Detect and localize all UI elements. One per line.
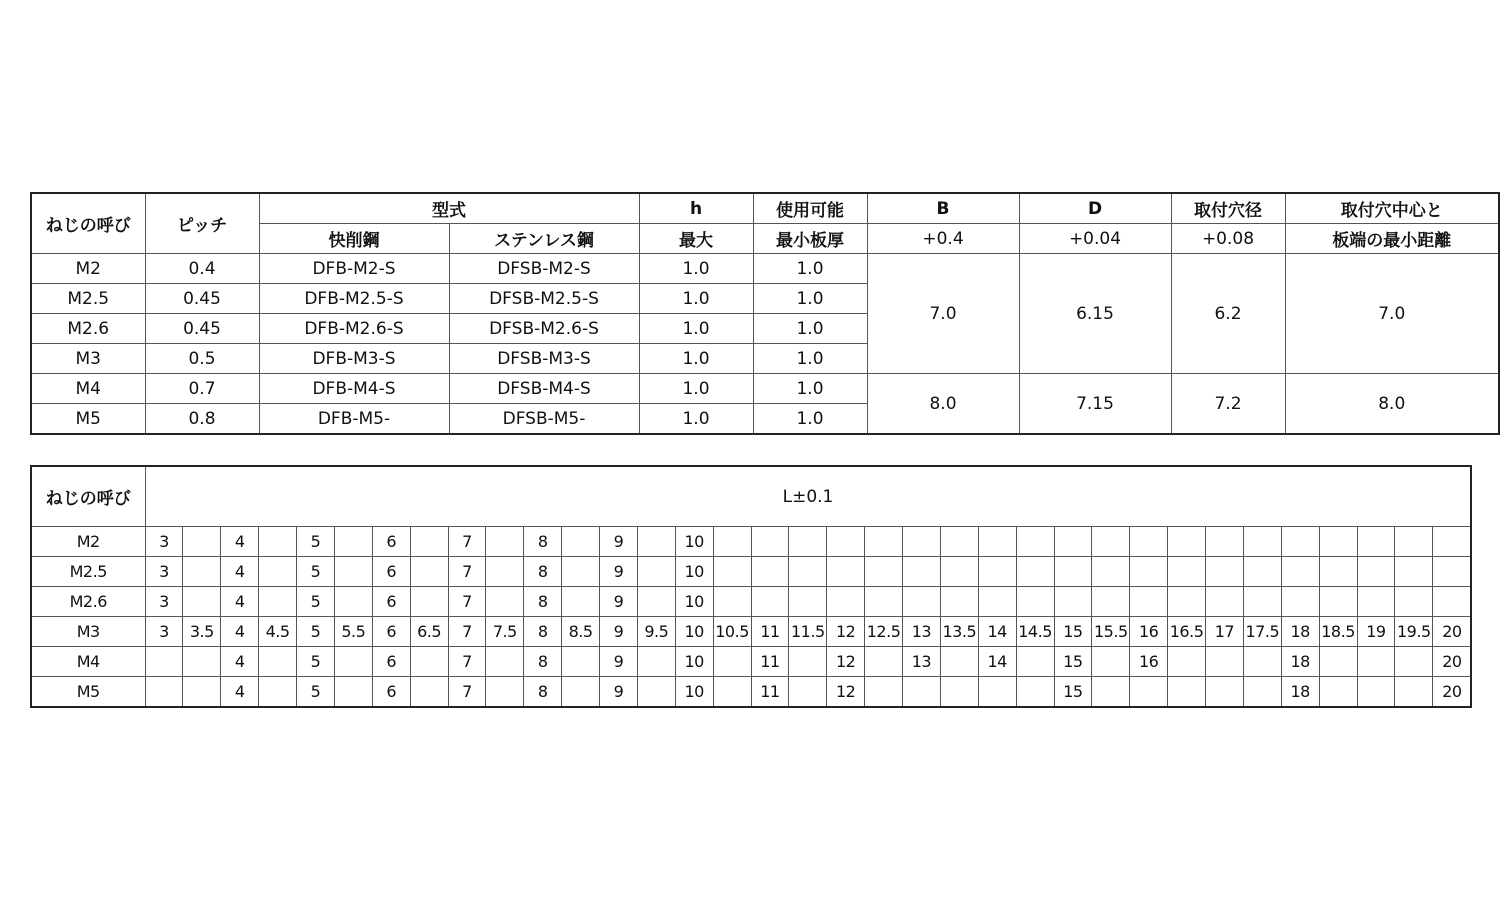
cell-length: [562, 587, 600, 617]
cell-length: [1319, 677, 1357, 708]
cell-stainless: DFSB-M4-S: [449, 374, 639, 404]
cell-length: [1395, 647, 1433, 677]
cell-hole: 6.2: [1171, 254, 1285, 374]
cell-length: [827, 587, 865, 617]
cell-length: 5: [297, 677, 335, 708]
cell-length: 9: [600, 557, 638, 587]
cell-length: [978, 587, 1016, 617]
cell-length: [410, 677, 448, 708]
cell-length: [751, 557, 789, 587]
cell-length: [713, 557, 751, 587]
table-row: [31, 374, 1499, 404]
cell-length: [1206, 527, 1244, 557]
cell-stainless: DFSB-M5-: [449, 404, 639, 435]
cell-pitch: 0.4: [145, 254, 259, 284]
cell-length: [1168, 647, 1206, 677]
cell-length: [940, 587, 978, 617]
cell-length: [259, 677, 297, 708]
cell-length: 7: [448, 617, 486, 647]
cell-length: [1395, 587, 1433, 617]
cell-length: 7: [448, 557, 486, 587]
header-thread: ねじの呼び: [31, 466, 145, 527]
cell-length: 3: [145, 557, 183, 587]
cell-length: [1168, 587, 1206, 617]
cell-length: [903, 677, 941, 708]
cell-length: [1092, 677, 1130, 708]
cell-length: [1206, 647, 1244, 677]
cell-length: 6: [372, 617, 410, 647]
cell-length: [789, 647, 827, 677]
cell-length: [1206, 677, 1244, 708]
cell-stainless: DFSB-M2.5-S: [449, 284, 639, 314]
header-model: 型式: [259, 193, 639, 224]
cell-length: [1054, 587, 1092, 617]
cell-length: [827, 527, 865, 557]
cell-length: [486, 647, 524, 677]
table-row: [31, 587, 1471, 617]
header-d-tol: +0.04: [1019, 224, 1171, 254]
cell-length: [1357, 677, 1395, 708]
cell-length: [751, 587, 789, 617]
cell-length: 19: [1357, 617, 1395, 647]
cell-length: [334, 647, 372, 677]
cell-length: 16: [1130, 617, 1168, 647]
cell-d: 6.15: [1019, 254, 1171, 374]
cell-length: 4: [221, 617, 259, 647]
cell-length: [713, 647, 751, 677]
cell-length: [1092, 647, 1130, 677]
cell-length: 3.5: [183, 617, 221, 647]
cell-length: [1206, 587, 1244, 617]
cell-length: [183, 587, 221, 617]
cell-length: [1243, 587, 1281, 617]
cell-length: [903, 587, 941, 617]
cell-thread: M3: [31, 617, 145, 647]
cell-length: 4: [221, 647, 259, 677]
cell-free: DFB-M2-S: [259, 254, 449, 284]
cell-length: [827, 557, 865, 587]
cell-length: 10: [675, 557, 713, 587]
cell-length: [183, 677, 221, 708]
cell-length: 7: [448, 587, 486, 617]
cell-length: 11: [751, 677, 789, 708]
cell-length: [562, 677, 600, 708]
cell-length: 4: [221, 677, 259, 708]
cell-length: [410, 557, 448, 587]
cell-length: 17: [1206, 617, 1244, 647]
cell-length: [334, 527, 372, 557]
cell-edge: 7.0: [1285, 254, 1499, 374]
cell-length: [1357, 527, 1395, 557]
cell-length: [789, 527, 827, 557]
cell-length: 8: [524, 647, 562, 677]
cell-length: [334, 587, 372, 617]
cell-length: 10: [675, 647, 713, 677]
cell-length: [940, 527, 978, 557]
cell-length: [1243, 527, 1281, 557]
cell-length: [1243, 647, 1281, 677]
header-edge: 取付穴中心と: [1285, 193, 1499, 224]
header-stainless: ステンレス鋼: [449, 224, 639, 254]
cell-length: [789, 587, 827, 617]
cell-plate: 1.0: [753, 404, 867, 435]
cell-thread: M3: [31, 344, 145, 374]
cell-length: 5: [297, 647, 335, 677]
cell-length: 16.5: [1168, 617, 1206, 647]
cell-length: 8: [524, 617, 562, 647]
cell-thread: M2.5: [31, 284, 145, 314]
cell-free: DFB-M3-S: [259, 344, 449, 374]
cell-length: [183, 527, 221, 557]
cell-length: 14: [978, 647, 1016, 677]
cell-length: 8: [524, 587, 562, 617]
cell-h: 1.0: [639, 284, 753, 314]
cell-length: [903, 527, 941, 557]
header-edge-2: 板端の最小距離: [1285, 224, 1499, 254]
cell-length: [1243, 557, 1281, 587]
cell-length: [486, 557, 524, 587]
cell-length: [1433, 557, 1471, 587]
cell-length: [1319, 587, 1357, 617]
cell-length: [1092, 587, 1130, 617]
cell-length: [410, 587, 448, 617]
cell-length: 12: [827, 677, 865, 708]
cell-d: 7.15: [1019, 374, 1171, 435]
cell-length: [145, 677, 183, 708]
cell-length: 10: [675, 587, 713, 617]
cell-length: 6: [372, 557, 410, 587]
cell-length: [865, 527, 903, 557]
cell-length: 7: [448, 647, 486, 677]
cell-length: [713, 527, 751, 557]
cell-length: 19.5: [1395, 617, 1433, 647]
cell-length: 4: [221, 527, 259, 557]
cell-length: [865, 587, 903, 617]
cell-length: [1130, 527, 1168, 557]
header-length: L±0.1: [145, 466, 1471, 527]
cell-stainless: DFSB-M2.6-S: [449, 314, 639, 344]
cell-b: 7.0: [867, 254, 1019, 374]
cell-thread: M5: [31, 677, 145, 708]
cell-length: [940, 557, 978, 587]
cell-edge: 8.0: [1285, 374, 1499, 435]
cell-length: 18: [1281, 647, 1319, 677]
cell-length: [1395, 677, 1433, 708]
cell-length: [713, 587, 751, 617]
cell-length: 12: [827, 647, 865, 677]
cell-length: [334, 557, 372, 587]
cell-pitch: 0.45: [145, 284, 259, 314]
header-min-plate-2: 最小板厚: [753, 224, 867, 254]
cell-length: 16: [1130, 647, 1168, 677]
cell-free: DFB-M2.6-S: [259, 314, 449, 344]
cell-length: [486, 527, 524, 557]
cell-length: [1016, 587, 1054, 617]
cell-length: [259, 647, 297, 677]
header-hole: 取付穴径: [1171, 193, 1285, 224]
cell-length: [1319, 527, 1357, 557]
cell-length: 10: [675, 527, 713, 557]
cell-length: [486, 677, 524, 708]
cell-length: [1130, 677, 1168, 708]
cell-length: 8.5: [562, 617, 600, 647]
cell-length: 9: [600, 617, 638, 647]
cell-length: [637, 587, 675, 617]
cell-length: 3: [145, 617, 183, 647]
cell-plate: 1.0: [753, 344, 867, 374]
cell-length: [1357, 557, 1395, 587]
cell-length: 13.5: [940, 617, 978, 647]
cell-length: [637, 647, 675, 677]
cell-length: 6.5: [410, 617, 448, 647]
cell-length: [789, 557, 827, 587]
cell-length: [1243, 677, 1281, 708]
cell-h: 1.0: [639, 404, 753, 435]
cell-pitch: 0.7: [145, 374, 259, 404]
header-h: h: [639, 193, 753, 224]
cell-length: 13: [903, 617, 941, 647]
cell-length: 18.5: [1319, 617, 1357, 647]
table-row: [31, 557, 1471, 587]
cell-length: [1395, 557, 1433, 587]
cell-length: 3: [145, 527, 183, 557]
cell-length: 13: [903, 647, 941, 677]
cell-length: 18: [1281, 617, 1319, 647]
cell-length: 9: [600, 647, 638, 677]
cell-length: [259, 527, 297, 557]
cell-length: 8: [524, 527, 562, 557]
cell-length: [637, 527, 675, 557]
cell-length: [940, 647, 978, 677]
cell-length: [903, 557, 941, 587]
cell-b: 8.0: [867, 374, 1019, 435]
cell-length: [259, 557, 297, 587]
cell-stainless: DFSB-M2-S: [449, 254, 639, 284]
cell-length: 18: [1281, 677, 1319, 708]
cell-length: [1016, 557, 1054, 587]
cell-h: 1.0: [639, 374, 753, 404]
cell-length: 20: [1433, 617, 1471, 647]
cell-length: 4.5: [259, 617, 297, 647]
cell-plate: 1.0: [753, 374, 867, 404]
cell-free: DFB-M4-S: [259, 374, 449, 404]
cell-length: [410, 647, 448, 677]
cell-length: 6: [372, 587, 410, 617]
cell-plate: 1.0: [753, 314, 867, 344]
cell-hole: 7.2: [1171, 374, 1285, 435]
cell-thread: M2: [31, 254, 145, 284]
header-thread: ねじの呼び: [31, 193, 145, 254]
cell-length: 4: [221, 587, 259, 617]
cell-free: DFB-M2.5-S: [259, 284, 449, 314]
cell-h: 1.0: [639, 314, 753, 344]
cell-length: 11: [751, 647, 789, 677]
cell-length: [1016, 647, 1054, 677]
cell-length: 9: [600, 677, 638, 708]
cell-length: [1168, 677, 1206, 708]
cell-length: [1016, 677, 1054, 708]
cell-length: 4: [221, 557, 259, 587]
header-d: D: [1019, 193, 1171, 224]
cell-length: [562, 527, 600, 557]
cell-length: 5.5: [334, 617, 372, 647]
cell-length: [562, 647, 600, 677]
header-h-max: 最大: [639, 224, 753, 254]
cell-length: 12.5: [865, 617, 903, 647]
cell-length: [1395, 527, 1433, 557]
cell-length: [940, 677, 978, 708]
cell-length: [1054, 527, 1092, 557]
cell-length: [334, 677, 372, 708]
cell-length: [1054, 557, 1092, 587]
cell-length: [183, 647, 221, 677]
cell-length: [183, 557, 221, 587]
cell-length: 11.5: [789, 617, 827, 647]
cell-length: 10: [675, 617, 713, 647]
cell-length: [978, 677, 1016, 708]
cell-length: 9: [600, 587, 638, 617]
cell-length: [1357, 587, 1395, 617]
cell-length: 11: [751, 617, 789, 647]
cell-thread: M2.5: [31, 557, 145, 587]
cell-length: 7: [448, 677, 486, 708]
cell-length: 15: [1054, 677, 1092, 708]
cell-thread: M2.6: [31, 314, 145, 344]
cell-length: [562, 557, 600, 587]
cell-length: [259, 587, 297, 617]
cell-length: 15: [1054, 617, 1092, 647]
cell-plate: 1.0: [753, 284, 867, 314]
table-row: [31, 617, 1471, 647]
cell-length: [637, 677, 675, 708]
cell-length: [865, 647, 903, 677]
cell-length: [486, 587, 524, 617]
cell-length: [410, 527, 448, 557]
cell-stainless: DFSB-M3-S: [449, 344, 639, 374]
cell-length: [637, 557, 675, 587]
cell-length: 9: [600, 527, 638, 557]
cell-free: DFB-M5-: [259, 404, 449, 435]
cell-length: 6: [372, 527, 410, 557]
spec-table: [30, 192, 1500, 435]
cell-pitch: 0.8: [145, 404, 259, 435]
cell-length: [1016, 527, 1054, 557]
cell-length: [1168, 557, 1206, 587]
cell-length: [1433, 587, 1471, 617]
header-hole-tol: +0.08: [1171, 224, 1285, 254]
cell-length: 9.5: [637, 617, 675, 647]
cell-thread: M4: [31, 374, 145, 404]
cell-length: [865, 557, 903, 587]
cell-pitch: 0.5: [145, 344, 259, 374]
cell-length: [713, 677, 751, 708]
cell-length: 12: [827, 617, 865, 647]
cell-length: 8: [524, 677, 562, 708]
cell-length: 3: [145, 587, 183, 617]
table-row: [31, 647, 1471, 677]
cell-length: [1168, 527, 1206, 557]
cell-length: [751, 527, 789, 557]
cell-length: [789, 677, 827, 708]
cell-length: 6: [372, 677, 410, 708]
cell-length: 5: [297, 617, 335, 647]
header-pitch: ピッチ: [145, 193, 259, 254]
cell-length: [145, 647, 183, 677]
cell-length: [1130, 587, 1168, 617]
cell-length: [1206, 557, 1244, 587]
cell-length: 20: [1433, 647, 1471, 677]
cell-length: 10: [675, 677, 713, 708]
cell-length: [1357, 647, 1395, 677]
table-row: [31, 527, 1471, 557]
table-row: [31, 677, 1471, 708]
cell-length: 5: [297, 587, 335, 617]
cell-length: [978, 557, 1016, 587]
cell-length: 10.5: [713, 617, 751, 647]
cell-length: [865, 677, 903, 708]
cell-length: 14: [978, 617, 1016, 647]
cell-h: 1.0: [639, 254, 753, 284]
cell-thread: M5: [31, 404, 145, 435]
cell-thread: M2: [31, 527, 145, 557]
cell-pitch: 0.45: [145, 314, 259, 344]
cell-length: 15: [1054, 647, 1092, 677]
cell-length: 8: [524, 557, 562, 587]
cell-length: 5: [297, 557, 335, 587]
cell-length: [1433, 527, 1471, 557]
header-min-plate: 使用可能: [753, 193, 867, 224]
cell-plate: 1.0: [753, 254, 867, 284]
cell-length: 20: [1433, 677, 1471, 708]
cell-length: [1092, 527, 1130, 557]
cell-length: [978, 527, 1016, 557]
cell-length: [1281, 557, 1319, 587]
cell-length: 7: [448, 527, 486, 557]
cell-length: [1092, 557, 1130, 587]
cell-length: [1130, 557, 1168, 587]
table-row: [31, 254, 1499, 284]
header-b-tol: +0.4: [867, 224, 1019, 254]
cell-length: [1319, 557, 1357, 587]
length-table: [30, 465, 1472, 708]
cell-length: 5: [297, 527, 335, 557]
header-free-cutting: 快削鋼: [259, 224, 449, 254]
cell-length: [1281, 527, 1319, 557]
cell-length: 17.5: [1243, 617, 1281, 647]
cell-length: [1319, 647, 1357, 677]
cell-thread: M2.6: [31, 587, 145, 617]
cell-thread: M4: [31, 647, 145, 677]
cell-length: 15.5: [1092, 617, 1130, 647]
cell-length: 6: [372, 647, 410, 677]
cell-length: [1281, 587, 1319, 617]
header-b: B: [867, 193, 1019, 224]
cell-length: 7.5: [486, 617, 524, 647]
cell-h: 1.0: [639, 344, 753, 374]
cell-length: 14.5: [1016, 617, 1054, 647]
